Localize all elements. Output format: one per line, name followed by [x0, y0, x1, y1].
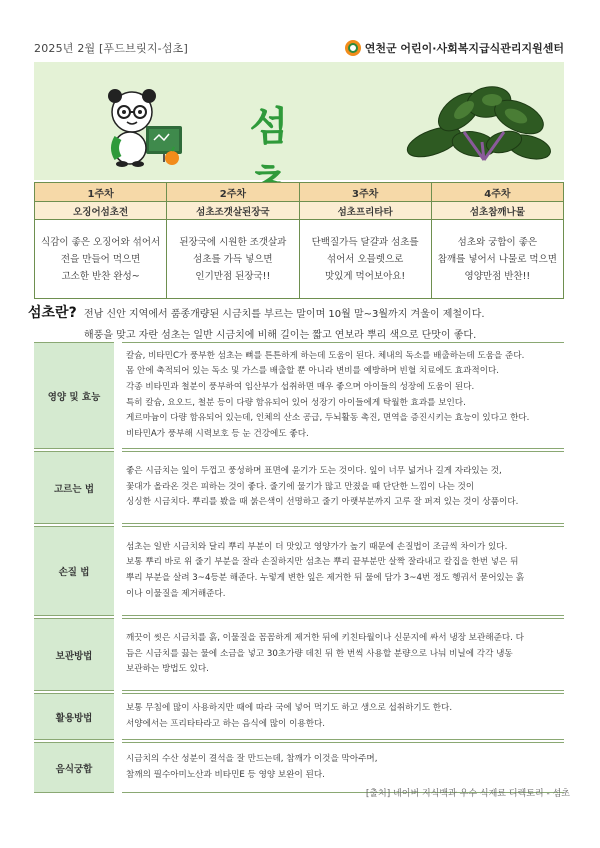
- dish-description: [299, 220, 431, 299]
- section-text-line: 칼슘, 비타민C가 풍부한 섬초는 뼈를 튼튼하게 하는데 도움이 된다. 체내의 독소를 배출하는데 도움을 준다.: [126, 350, 525, 361]
- dish-description-line: 단백질가득 달걀과 섬초를: [311, 236, 419, 248]
- weekly-menu-table: [34, 182, 564, 299]
- section-text-line: 좋은 시금치는 잎이 두껍고 풍성하며 표면에 윤기가 도는 것이다. 잎이 너무 넓거나 길게 자라있는 것,: [126, 466, 502, 477]
- dish-description: [431, 220, 563, 299]
- dish-description-line: 전을 만들어 먹으면: [60, 253, 141, 265]
- dish-description-line: 맛있게 먹어보아요!: [325, 270, 406, 282]
- dish-description-line: 참깨를 넣어서 나물로 먹으면: [437, 253, 557, 265]
- week-header: 1주차: [35, 183, 167, 202]
- section-text-line: 뿌리 부분을 살려 3~4등분 해준다. 누렇게 변한 잎은 제거한 뒤 물에 담가 3~4번 정도 헹궈서 묻어있는 흙: [126, 573, 525, 583]
- section-text-line: 몸 안에 축적되어 있는 독소 및 가스를 배출할 뿐 아니라 변비를 예방하며 빈혈 치료에도 효과적이다.: [126, 366, 500, 377]
- section-text-line: 서양에서는 프리타타라고 하는 음식에 많이 이용한다.: [126, 718, 326, 729]
- section-body: [122, 452, 564, 524]
- dish-description: [167, 220, 299, 299]
- organization: [345, 40, 564, 56]
- section-label: 음식궁합: [34, 743, 114, 793]
- section-label: 손질 법: [34, 527, 114, 616]
- section-text-line: 참깨의 필수아미노산과 비타민E 등 영양 보완이 된다.: [126, 769, 325, 780]
- source-citation: [출처] 네이버 지식백과 우수 식재료 디렉토리 - 섬초: [365, 789, 570, 799]
- section-text-line: 깨끗이 씻은 시금치를 흙, 이물질을 꼼꼼하게 제거한 뒤에 키친타월이나 신문지에 싸서 냉장 보관해준다. 다: [126, 633, 524, 644]
- section-label: 고르는 법: [34, 452, 114, 524]
- section-body: [122, 527, 564, 616]
- section-text-line: 꽃대가 올라온 것은 피하는 것이 좋다. 줄기에 물기가 많고 만졌을 때 단단한 느낌이 나는 것이: [126, 481, 475, 492]
- section-label: 보관방법: [34, 619, 114, 691]
- section-body: [122, 343, 564, 449]
- page-title: 섬: [249, 104, 299, 150]
- dish-name: 섬초조갯살된장국: [167, 202, 299, 220]
- dish-description-line: 인기만점 된장국!!: [195, 270, 271, 282]
- info-table: [34, 342, 564, 793]
- week-header: 3주차: [299, 183, 431, 202]
- dish-description-line: 섞어서 오믈렛으로: [326, 253, 404, 265]
- section-text-line: 보통 무침에 많이 사용하지만 때에 따라 국에 넣어 먹기도 하고 생으로 섭취하기도 한다.: [126, 702, 453, 713]
- section-text-line: 시금치의 수산 성분이 결석을 잘 만드는데, 참깨가 이것을 막아주며,: [126, 753, 378, 764]
- spinach-plant-icon: [404, 72, 554, 172]
- section-label: 영양 및 효능: [34, 343, 114, 449]
- week-header: 2주차: [167, 183, 299, 202]
- section-text-line: 특히 칼슘, 요오드, 철분 등이 다량 함유되어 있어 성장기 아이들에게 탁월한 효과를 보인다.: [126, 397, 466, 408]
- top-bar: [34, 40, 564, 58]
- section-text-line: 싱싱한 시금치다. 뿌리를 봤을 때 붉은색이 선명하고 줄기 아랫부분까지 고루 잘 퍼져 있는 것이 상품이다.: [126, 497, 519, 508]
- section-label: 활용방법: [34, 694, 114, 740]
- organization-logo-icon: [345, 40, 361, 56]
- section-text-line: 비타민A가 풍부해 시력보호 등 눈 건강에도 좋다.: [126, 428, 309, 439]
- organization-name: 연천군 어린이·사회복지급식관리지원센터: [364, 42, 564, 55]
- dish-name: 섬초프리타타: [299, 202, 431, 220]
- dish-description: [35, 220, 167, 299]
- dish-description-line: 고소한 반찬 완성~: [61, 270, 140, 282]
- dish-name: 오징어섬초전: [35, 202, 167, 220]
- section-text-line: 보통 뿌리 바로 위 줄기 부분을 잘라 손질하지만 섬초는 뿌리 끝부분만 살짝 잘라내고 칼집을 한번 넣은 뒤: [126, 557, 519, 568]
- panda-mascot-icon: [102, 82, 186, 168]
- section-body: [122, 619, 564, 691]
- section-text-line: 섬초는 일반 시금치와 달리 뿌리 부분이 더 맛있고 영양가가 높기 때문에 손질법이 조금씩 차이가 있다.: [126, 541, 508, 552]
- issue-label: 2025년 2월 [푸드브릿지-섬초]: [34, 42, 188, 55]
- section-body: [122, 743, 564, 793]
- dish-description-line: 식감이 좋은 오징어와 섞어서: [41, 236, 161, 248]
- section-text-line: 각종 비타민과 철분이 풍부하여 임산부가 섭취하면 매우 좋으며 아이들의 성장에 도움이 된다.: [126, 381, 475, 392]
- dish-description-line: 섬초를 가득 넣으면: [193, 253, 273, 265]
- section-text-line: 듬은 시금치를 끓는 물에 소금을 넣고 30초가량 데친 뒤 한 번씩 사용할 분량으로 나눠 비닐에 각각 냉동: [126, 648, 513, 659]
- section-text-line: 이나 이물질을 제거해준다.: [126, 588, 226, 599]
- dish-description-line: 섬초와 궁합이 좋은: [457, 236, 538, 248]
- dish-description-line: 된장국에 시원한 조갯살과: [179, 236, 287, 248]
- dish-description-line: 영양만점 반찬!!: [464, 270, 531, 282]
- intro-text: 전남 신안 지역에서 품종개량된 시금치를 부르는 말이며 10월 말~3월까지 겨울이 제철이다.: [84, 309, 485, 320]
- dish-name: 섬초참깨나물: [431, 202, 563, 220]
- week-header: 4주차: [431, 183, 563, 202]
- section-text-line: 보관하는 방법도 있다.: [126, 664, 209, 675]
- intro-title: 섬초란?: [28, 305, 77, 321]
- intro-text: 해풍을 맞고 자란 섬초는 일반 시금치에 비해 길이는 짧고 연보라 뿌리 색으로 단맛이 좋다.: [84, 330, 477, 341]
- hero-banner: [34, 62, 564, 180]
- section-body: [122, 694, 564, 740]
- section-text-line: 게르마늄이 다량 함유되어 있는데, 인체의 산소 공급, 두뇌활동 촉진, 면역을 증진시키는 효능이 있다고 한다.: [126, 413, 530, 424]
